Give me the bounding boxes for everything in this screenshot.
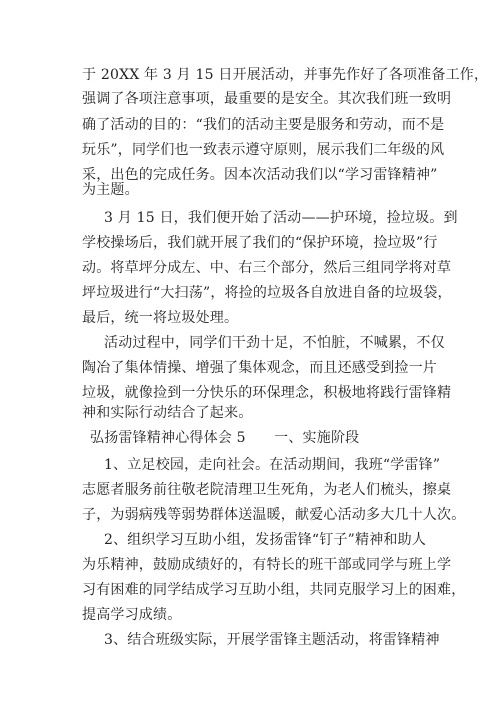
text-line: 神和实际行动结合了起来。 [82, 405, 253, 421]
text-line: 1、立足校园，走向社会。在活动期间，我班“学雷锋” [104, 457, 441, 473]
text-line: 为乐精神，鼓励成绩好的，有特长的班干部或同学与班上学 [82, 557, 452, 573]
text-line: 于 20XX 年 3 月 15 日开展活动，并事先作好了各项准备工作， [82, 67, 489, 83]
text-line: 垃圾，就像捡到一分快乐的环保理念，积极地将践行雷锋精 [82, 385, 452, 401]
text-line: 习有困难的同学结成学习互助小组，共同克服学习上的困难， [82, 582, 466, 598]
text-line: 活动过程中，同学们干劲十足，不怕脏，不喊累，不仅 [104, 335, 445, 351]
text-line: 坪垃圾进行“大扫荡”，将捡的垃圾各自放进自备的垃圾袋， [82, 285, 452, 301]
text-line: 2、组织学习互助小组，发扬雷锋“钉子”精神和助人 [104, 532, 427, 548]
text-line: 采，出色的完成任务。因本次活动我们以“学习雷锋精神” [82, 167, 438, 183]
text-line: 3、结合班级实际，开展学雷锋主题活动，将雷锋精神 [104, 632, 440, 648]
text-line: 最后，统一将垃圾处理。 [82, 310, 239, 326]
text-line: 动。将草坪分成左、中、右三个部分，然后三组同学将对草 [82, 260, 452, 276]
text-line: 为主题。 [82, 182, 139, 198]
text-line: 玩乐”，同学们也一致表示遵守原则，展示我们二年级的风 [82, 142, 445, 158]
text-line: 陶冶了集体情操、增强了集体观念，而且还感受到捡一片 [82, 360, 437, 376]
text-line: 提高学习成绩。 [82, 607, 182, 623]
text-line: 志愿者服务前往敬老院清理卫生死角，为老人们梳头，擦桌 [82, 482, 452, 498]
text-line: 强调了各项注意事项，最重要的是安全。其次我们班一致明 [82, 91, 452, 107]
text-line: 3 月 15 日，我们便开始了活动——护环境，捡垃圾。到 [104, 210, 458, 226]
section-heading: 弘扬雷锋精神心得体会 5 一、实施阶段 [90, 430, 360, 446]
text-line: 子，为弱病残等弱势群体送温暖，献爱心活动多大几十人次。 [82, 507, 466, 523]
text-line: 确了活动的目的：“我们的活动主要是服务和劳动，而不是 [82, 117, 445, 133]
text-line: 学校操场后，我们就开展了我们的“保护环境，捡垃圾”行 [82, 235, 438, 251]
